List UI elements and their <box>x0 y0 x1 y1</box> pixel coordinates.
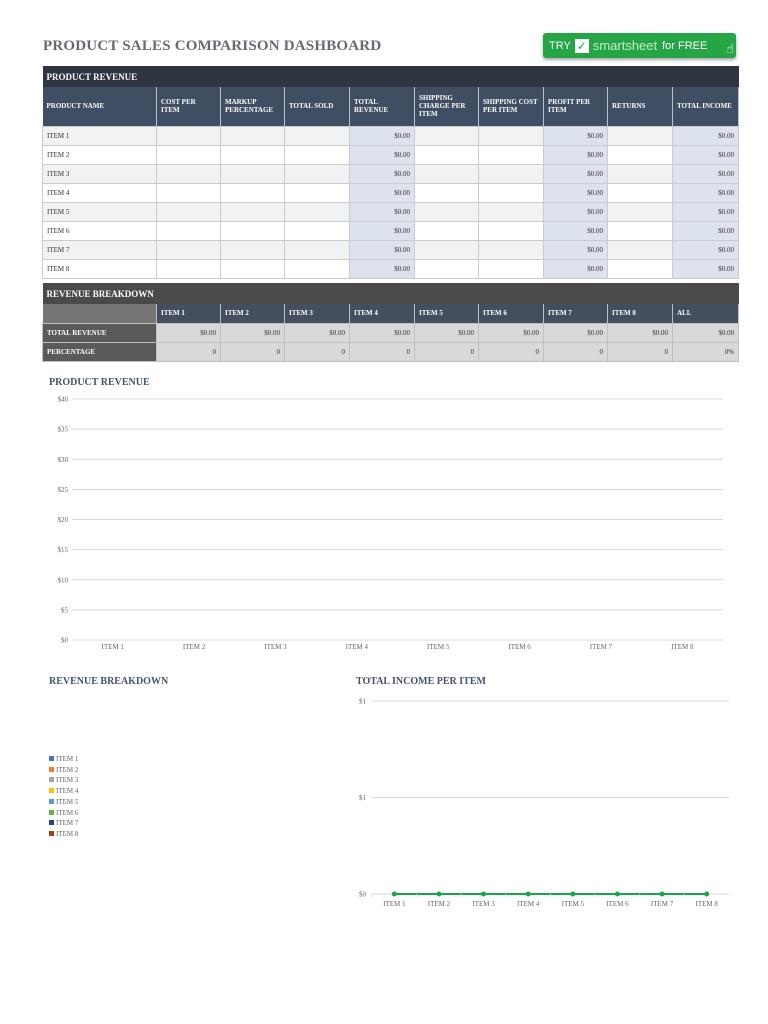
table-cell[interactable] <box>157 183 221 202</box>
legend-item <box>49 797 78 808</box>
table-row <box>43 342 739 361</box>
table-row <box>43 240 739 259</box>
table-cell[interactable]: $0.00 <box>544 164 608 183</box>
table-cell[interactable] <box>157 126 221 145</box>
legend-item <box>49 818 78 829</box>
column-header: RETURNS <box>608 87 673 126</box>
table-cell[interactable]: $0.00 <box>544 202 608 221</box>
x-tick-label: ITEM 2 <box>182 643 206 651</box>
table-cell[interactable] <box>608 164 673 183</box>
table-cell: $0.00 <box>415 323 479 342</box>
section-title-revenue-breakdown: REVENUE BREAKDOWN <box>43 283 739 304</box>
column-header: COST PER ITEM <box>157 87 221 126</box>
table-cell[interactable]: $0.00 <box>544 126 608 145</box>
table-cell[interactable]: $0.00 <box>673 183 739 202</box>
table-cell[interactable]: $0.00 <box>673 240 739 259</box>
legend-item <box>49 786 78 797</box>
table-cell[interactable] <box>608 202 673 221</box>
table-cell[interactable]: $0.00 <box>544 240 608 259</box>
legend-label: ITEM 4 <box>56 787 79 796</box>
column-header: ITEM 4 <box>350 304 415 323</box>
table-cell[interactable]: $0.00 <box>673 164 739 183</box>
table-cell[interactable] <box>285 221 350 240</box>
x-tick-label: ITEM 8 <box>695 900 718 908</box>
column-header: ITEM 5 <box>415 304 479 323</box>
table-cell[interactable]: ITEM 7 <box>43 240 157 259</box>
legend-item <box>49 775 78 786</box>
table-cell[interactable]: ITEM 1 <box>43 126 157 145</box>
table-cell: $0.00 <box>285 323 350 342</box>
row-label: PERCENTAGE <box>43 342 157 361</box>
table-cell[interactable] <box>415 126 479 145</box>
data-point <box>481 892 486 897</box>
table-cell[interactable] <box>608 221 673 240</box>
table-cell[interactable] <box>479 145 544 164</box>
checkmark-icon: ✓ <box>576 38 587 53</box>
column-header: ITEM 3 <box>285 304 350 323</box>
table-cell[interactable] <box>157 164 221 183</box>
table-cell[interactable]: $0.00 <box>544 183 608 202</box>
table-row <box>43 323 739 342</box>
brand-label: smartsheet <box>592 38 658 53</box>
table-cell[interactable]: $0.00 <box>350 240 415 259</box>
y-tick-label: $0 <box>359 890 366 899</box>
product-revenue-table <box>42 66 739 279</box>
y-tick-label: $15 <box>57 546 68 555</box>
y-tick-label: $25 <box>57 485 68 494</box>
table-cell[interactable]: ITEM 2 <box>43 145 157 164</box>
table-cell: 0 <box>608 342 673 361</box>
table-cell[interactable] <box>479 126 544 145</box>
table-cell[interactable] <box>415 183 479 202</box>
x-tick-label: ITEM 7 <box>589 643 613 651</box>
free-label: for FREE <box>662 39 708 52</box>
table-cell[interactable]: $0.00 <box>350 183 415 202</box>
x-tick-label: ITEM 5 <box>427 643 450 651</box>
x-tick-label: ITEM 1 <box>383 900 406 908</box>
column-header: TOTAL SOLD <box>285 87 350 126</box>
column-header: ALL <box>673 304 739 323</box>
table-cell[interactable] <box>285 183 350 202</box>
table-cell[interactable]: ITEM 4 <box>43 183 157 202</box>
legend-swatch <box>49 788 54 793</box>
column-header: SHIPPING CHARGE PER ITEM <box>415 87 479 126</box>
table-cell[interactable]: $0.00 <box>350 202 415 221</box>
column-header: ITEM 1 <box>157 304 221 323</box>
table-cell[interactable]: $0.00 <box>673 202 739 221</box>
table-cell[interactable]: $0.00 <box>673 145 739 164</box>
table-cell[interactable] <box>221 240 285 259</box>
table-cell[interactable] <box>157 145 221 164</box>
table-cell[interactable] <box>415 259 479 278</box>
table-cell[interactable]: $0.00 <box>544 259 608 278</box>
y-tick-label: $0 <box>61 636 68 645</box>
row-label: TOTAL REVENUE <box>43 323 157 342</box>
table-cell[interactable] <box>608 145 673 164</box>
column-header: TOTAL INCOME <box>673 87 739 126</box>
column-header: PROFIT PER ITEM <box>544 87 608 126</box>
y-tick-label: $20 <box>57 516 68 524</box>
legend-swatch <box>49 767 54 772</box>
column-header: ITEM 8 <box>608 304 673 323</box>
table-cell: 0 <box>157 342 221 361</box>
data-point <box>615 892 620 897</box>
table-cell: 0 <box>479 342 544 361</box>
table-cell[interactable] <box>415 240 479 259</box>
table-cell: $0.00 <box>350 323 415 342</box>
chart-title-product-revenue: PRODUCT REVENUE <box>49 377 150 388</box>
table-row <box>43 164 739 183</box>
table-cell[interactable] <box>415 164 479 183</box>
chart-title-total-income: TOTAL INCOME PER ITEM <box>356 676 486 687</box>
y-tick-label: $1 <box>359 794 366 802</box>
x-tick-label: ITEM 1 <box>101 643 124 651</box>
table-cell[interactable] <box>157 221 221 240</box>
table-cell[interactable]: $0.00 <box>350 164 415 183</box>
legend-label: ITEM 2 <box>56 765 79 774</box>
table-cell[interactable] <box>221 145 285 164</box>
table-cell[interactable]: $0.00 <box>350 221 415 240</box>
legend-label: ITEM 5 <box>56 797 79 806</box>
table-cell[interactable] <box>479 259 544 278</box>
table-cell[interactable]: $0.00 <box>350 126 415 145</box>
table-cell: 0 <box>350 342 415 361</box>
table-cell[interactable] <box>479 221 544 240</box>
table-cell[interactable] <box>608 259 673 278</box>
table-cell[interactable] <box>285 126 350 145</box>
table-cell: $0.00 <box>673 323 739 342</box>
data-point <box>526 892 531 897</box>
data-point <box>570 892 575 897</box>
chart-title-revenue-breakdown: REVENUE BREAKDOWN <box>49 676 169 687</box>
x-tick-label: ITEM 3 <box>264 643 287 651</box>
table-cell[interactable] <box>415 145 479 164</box>
table-cell[interactable]: ITEM 3 <box>43 164 157 183</box>
legend-item <box>49 765 78 776</box>
legend-swatch <box>49 777 54 782</box>
table-cell: 0% <box>673 342 739 361</box>
legend-item <box>49 808 78 819</box>
section-title-product-revenue: PRODUCT REVENUE <box>43 66 739 87</box>
table-cell: $0.00 <box>479 323 544 342</box>
table-cell[interactable] <box>285 240 350 259</box>
x-tick-label: ITEM 8 <box>671 643 694 651</box>
table-cell[interactable] <box>608 183 673 202</box>
table-cell[interactable] <box>608 240 673 259</box>
total-income-chart <box>350 690 740 915</box>
y-tick-label: $1 <box>359 697 366 706</box>
table-cell[interactable] <box>479 164 544 183</box>
legend-swatch <box>49 810 54 815</box>
legend-item <box>49 754 78 765</box>
legend-label: ITEM 8 <box>56 829 79 838</box>
legend-label: ITEM 3 <box>56 776 79 785</box>
table-cell[interactable] <box>415 202 479 221</box>
legend-label: ITEM 1 <box>56 755 79 763</box>
y-tick-label: $30 <box>57 455 68 464</box>
table-cell[interactable]: $0.00 <box>350 145 415 164</box>
table-cell: $0.00 <box>157 323 221 342</box>
table-row <box>43 221 739 240</box>
table-cell[interactable] <box>285 164 350 183</box>
table-cell: 0 <box>221 342 285 361</box>
table-cell: 0 <box>544 342 608 361</box>
data-point <box>660 892 665 897</box>
x-tick-label: ITEM 6 <box>606 900 629 908</box>
data-point <box>392 892 397 897</box>
legend-swatch <box>49 756 54 761</box>
legend-swatch <box>49 820 54 825</box>
y-tick-label: $5 <box>61 606 68 615</box>
column-header: PRODUCT NAME <box>43 87 157 126</box>
table-cell[interactable]: ITEM 8 <box>43 259 157 278</box>
table-row <box>43 145 739 164</box>
table-cell[interactable]: $0.00 <box>544 145 608 164</box>
page-title: PRODUCT SALES COMPARISON DASHBOARD <box>43 38 382 54</box>
table-cell[interactable] <box>157 259 221 278</box>
table-cell[interactable]: $0.00 <box>350 259 415 278</box>
column-header: SHIPPING COST PER ITEM <box>479 87 544 126</box>
hand-cursor-icon: ☝ <box>726 41 734 56</box>
column-header: ITEM 6 <box>479 304 544 323</box>
legend-label: ITEM 7 <box>56 819 79 828</box>
table-cell[interactable]: $0.00 <box>544 221 608 240</box>
table-cell[interactable] <box>221 183 285 202</box>
table-cell: 0 <box>285 342 350 361</box>
table-cell[interactable] <box>285 259 350 278</box>
y-tick-label: $10 <box>57 576 68 585</box>
legend-swatch <box>49 831 54 836</box>
table-cell[interactable] <box>157 240 221 259</box>
table-row <box>43 126 739 145</box>
table-cell[interactable] <box>221 221 285 240</box>
column-header: MARKUP PERCENTAGE <box>221 87 285 126</box>
table-cell[interactable] <box>479 202 544 221</box>
column-header: ITEM 2 <box>221 304 285 323</box>
x-tick-label: ITEM 7 <box>650 900 674 908</box>
table-row <box>43 202 739 221</box>
table-cell[interactable]: ITEM 6 <box>43 221 157 240</box>
x-tick-label: ITEM 4 <box>517 900 540 908</box>
legend-swatch <box>49 799 54 804</box>
table-cell: $0.00 <box>221 323 285 342</box>
column-header: ITEM 7 <box>544 304 608 323</box>
table-cell[interactable] <box>479 240 544 259</box>
try-smartsheet-button[interactable] <box>543 33 736 58</box>
data-point <box>436 892 441 897</box>
try-label: TRY <box>549 39 571 52</box>
x-tick-label: ITEM 2 <box>427 900 451 908</box>
table-cell[interactable] <box>608 126 673 145</box>
table-row <box>43 183 739 202</box>
legend-label: ITEM 6 <box>56 808 79 817</box>
data-point <box>704 892 709 897</box>
table-cell: $0.00 <box>608 323 673 342</box>
x-tick-label: ITEM 4 <box>345 643 368 651</box>
table-cell: 0 <box>415 342 479 361</box>
column-header: TOTAL REVENUE <box>350 87 415 126</box>
table-cell[interactable]: $0.00 <box>673 259 739 278</box>
table-cell[interactable]: $0.00 <box>673 126 739 145</box>
revenue-breakdown-table <box>42 283 739 362</box>
table-row <box>43 259 739 278</box>
x-tick-label: ITEM 3 <box>472 900 495 908</box>
table-cell[interactable] <box>221 202 285 221</box>
x-tick-label: ITEM 6 <box>508 643 531 651</box>
y-tick-label: $35 <box>57 425 68 434</box>
table-cell[interactable]: $0.00 <box>673 221 739 240</box>
table-cell[interactable]: ITEM 5 <box>43 202 157 221</box>
revenue-breakdown-legend <box>49 754 78 840</box>
table-cell[interactable] <box>221 259 285 278</box>
table-cell[interactable] <box>285 202 350 221</box>
table-cell[interactable] <box>221 126 285 145</box>
product-revenue-chart <box>40 390 730 660</box>
table-cell[interactable] <box>415 221 479 240</box>
table-cell[interactable] <box>221 164 285 183</box>
table-cell[interactable] <box>285 145 350 164</box>
y-tick-label: $40 <box>57 395 68 404</box>
table-cell[interactable] <box>479 183 544 202</box>
header-corner <box>43 304 157 323</box>
x-tick-label: ITEM 5 <box>561 900 584 908</box>
table-cell: $0.00 <box>544 323 608 342</box>
table-cell[interactable] <box>157 202 221 221</box>
legend-item <box>49 829 78 840</box>
